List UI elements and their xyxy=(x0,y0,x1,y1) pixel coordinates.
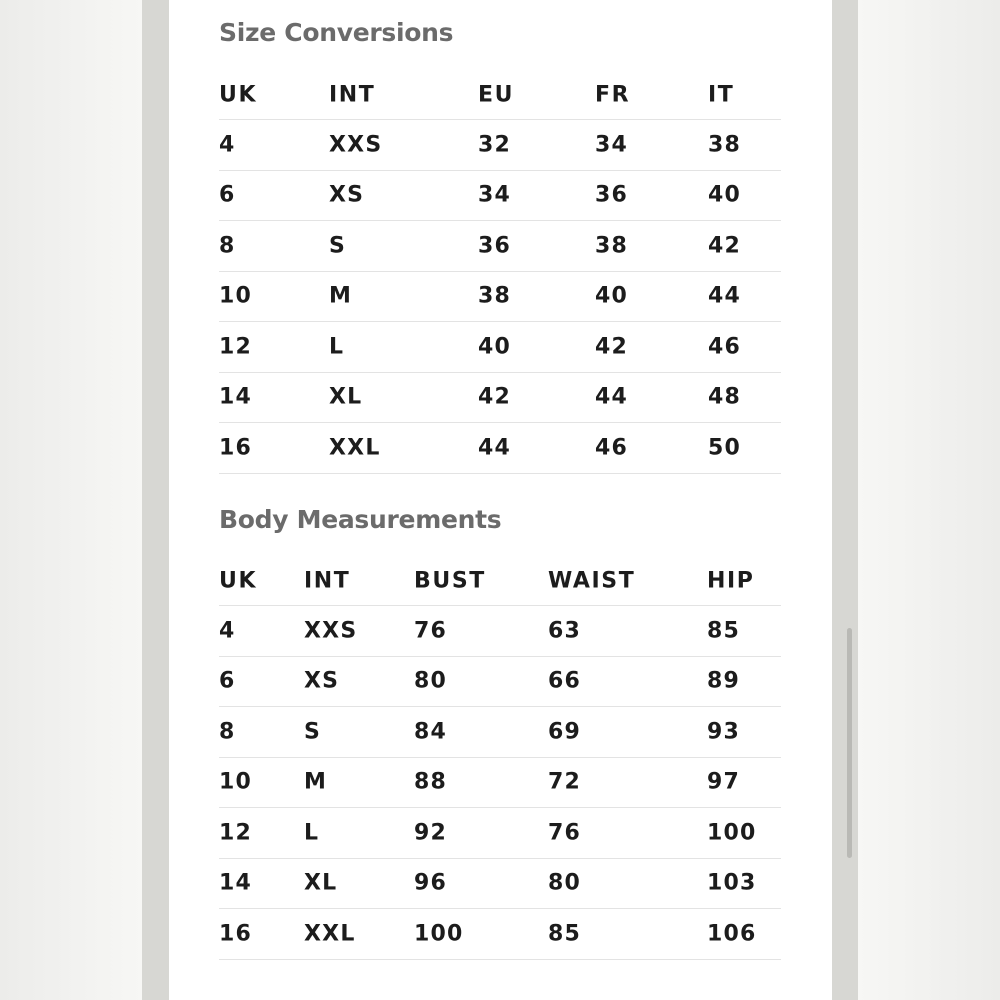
cell-it: 40 xyxy=(708,182,742,208)
table-row xyxy=(219,322,781,373)
table-row xyxy=(219,171,781,222)
cell-fr: 44 xyxy=(595,384,629,410)
cell-hip: 100 xyxy=(707,820,757,846)
cell-bust: 100 xyxy=(414,921,464,947)
column-header-int: INT xyxy=(329,82,376,107)
table-row xyxy=(219,423,781,474)
cell-bust: 88 xyxy=(414,769,448,795)
column-header-it: IT xyxy=(708,82,735,107)
left-backdrop xyxy=(0,0,142,1000)
cell-it: 48 xyxy=(708,384,742,410)
table-row xyxy=(219,606,781,657)
size-conversions-title: Size Conversions xyxy=(219,18,454,47)
cell-eu: 34 xyxy=(478,182,512,208)
cell-waist: 85 xyxy=(548,921,582,947)
cell-eu: 38 xyxy=(478,283,512,309)
cell-uk: 4 xyxy=(219,132,236,158)
scrollbar-thumb[interactable] xyxy=(847,628,852,858)
cell-it: 42 xyxy=(708,233,742,259)
column-header-waist: WAIST xyxy=(548,568,636,593)
cell-fr: 36 xyxy=(595,182,629,208)
table-row xyxy=(219,221,781,272)
cell-bust: 92 xyxy=(414,820,448,846)
cell-it: 44 xyxy=(708,283,742,309)
cell-uk: 12 xyxy=(219,334,253,360)
cell-uk: 8 xyxy=(219,233,236,259)
cell-fr: 40 xyxy=(595,283,629,309)
cell-int: XL xyxy=(304,870,338,896)
cell-it: 38 xyxy=(708,132,742,158)
body-measurements-title: Body Measurements xyxy=(219,505,502,534)
cell-waist: 80 xyxy=(548,870,582,896)
cell-eu: 40 xyxy=(478,334,512,360)
cell-uk: 6 xyxy=(219,668,236,694)
column-header-eu: EU xyxy=(478,82,515,107)
cell-waist: 63 xyxy=(548,618,582,644)
table-row xyxy=(219,373,781,424)
cell-fr: 38 xyxy=(595,233,629,259)
cell-uk: 10 xyxy=(219,769,253,795)
table-row xyxy=(219,859,781,910)
cell-uk: 14 xyxy=(219,870,253,896)
cell-int: XXS xyxy=(304,618,358,644)
cell-waist: 69 xyxy=(548,719,582,745)
cell-int: XXS xyxy=(329,132,383,158)
cell-int: S xyxy=(304,719,322,745)
cell-hip: 93 xyxy=(707,719,741,745)
column-header-uk: UK xyxy=(219,568,258,593)
cell-it: 46 xyxy=(708,334,742,360)
column-header-uk: UK xyxy=(219,82,258,107)
cell-int: S xyxy=(329,233,347,259)
cell-hip: 97 xyxy=(707,769,741,795)
column-header-int: INT xyxy=(304,568,351,593)
cell-waist: 72 xyxy=(548,769,582,795)
cell-uk: 12 xyxy=(219,820,253,846)
cell-waist: 66 xyxy=(548,668,582,694)
cell-int: XS xyxy=(329,182,365,208)
table-row xyxy=(219,707,781,758)
cell-hip: 85 xyxy=(707,618,741,644)
cell-int: L xyxy=(329,334,345,360)
cell-hip: 89 xyxy=(707,668,741,694)
table-row xyxy=(219,758,781,809)
size-conversions-table xyxy=(219,70,781,474)
cell-int: XL xyxy=(329,384,363,410)
table-row xyxy=(219,120,781,171)
right-backdrop xyxy=(858,0,1000,1000)
cell-hip: 103 xyxy=(707,870,757,896)
table-row xyxy=(219,808,781,859)
cell-hip: 106 xyxy=(707,921,757,947)
cell-bust: 76 xyxy=(414,618,448,644)
cell-bust: 80 xyxy=(414,668,448,694)
column-header-fr: FR xyxy=(595,82,631,107)
cell-uk: 10 xyxy=(219,283,253,309)
cell-waist: 76 xyxy=(548,820,582,846)
cell-uk: 4 xyxy=(219,618,236,644)
column-header-bust: BUST xyxy=(414,568,486,593)
cell-eu: 36 xyxy=(478,233,512,259)
cell-uk: 16 xyxy=(219,435,253,461)
body-measurements-table xyxy=(219,556,781,960)
cell-int: M xyxy=(329,283,353,309)
cell-uk: 6 xyxy=(219,182,236,208)
cell-fr: 46 xyxy=(595,435,629,461)
cell-bust: 96 xyxy=(414,870,448,896)
table-header-row xyxy=(219,556,781,606)
cell-int: XS xyxy=(304,668,340,694)
column-header-hip: HIP xyxy=(707,568,755,593)
cell-fr: 34 xyxy=(595,132,629,158)
cell-bust: 84 xyxy=(414,719,448,745)
table-row xyxy=(219,272,781,323)
cell-int: M xyxy=(304,769,328,795)
cell-eu: 32 xyxy=(478,132,512,158)
cell-eu: 42 xyxy=(478,384,512,410)
cell-uk: 16 xyxy=(219,921,253,947)
cell-it: 50 xyxy=(708,435,742,461)
cell-int: L xyxy=(304,820,320,846)
cell-uk: 14 xyxy=(219,384,253,410)
cell-uk: 8 xyxy=(219,719,236,745)
table-row xyxy=(219,909,781,960)
cell-fr: 42 xyxy=(595,334,629,360)
cell-int: XXL xyxy=(329,435,381,461)
table-header-row xyxy=(219,70,781,120)
cell-int: XXL xyxy=(304,921,356,947)
table-row xyxy=(219,657,781,708)
cell-eu: 44 xyxy=(478,435,512,461)
